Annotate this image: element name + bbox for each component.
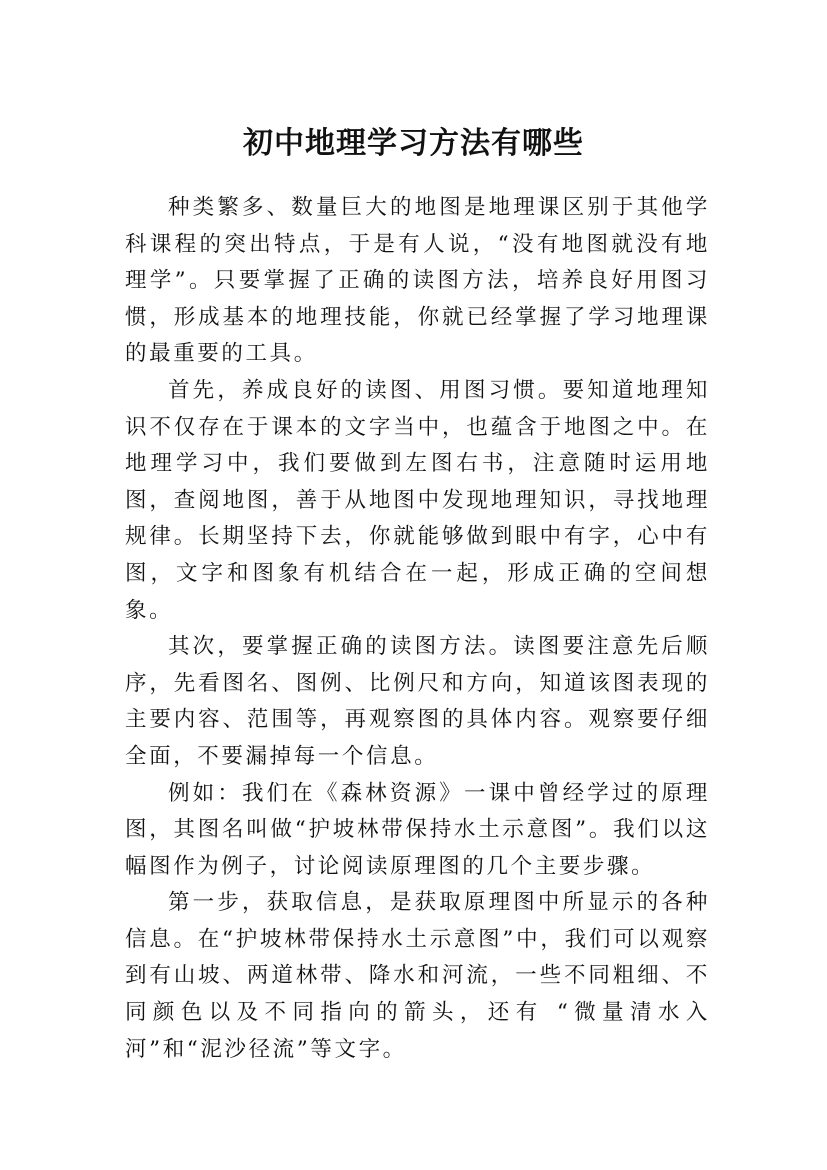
paragraph-3: 其次，要掌握正确的读图方法。读图要注意先后顺序，先看图名、图例、比例尺和方向，知道该图表现的主要内容、范围等，再观察图的具体内容。观察要仔细全面，不要漏掉每一个信息。 [125,634,710,769]
document-title: 初中地理学习方法有哪些 [243,126,584,162]
paragraph-2: 首先，养成良好的读图、用图习惯。要知道地理知识不仅存在于课本的文字当中，也蕴含于地图之中。在地理学习中，我们要做到左图右书，注意随时运用地图，查阅地图，善于从地图中发现地理知识，寻找地理规律。长期坚持下去，你就能够做到眼中有字，心中有图，文字和图象有机结合在一起，形成正确的空间想象。 [125,377,710,623]
document-body [125,190,710,1068]
paragraph-1: 种类繁多、数量巨大的地图是地理课区别于其他学科课程的突出特点，于是有人说，“没有地图就没有地理学”。只要掌握了正确的读图方法，培养良好用图习惯，形成基本的地理技能，你就已经掌握了学习地理课的最重要的工具。 [125,195,710,367]
paragraph-5: 第一步，获取信息，是获取原理图中所显示的各种信息。在“护坡林带保持水土示意图”中，我们可以观察到有山坡、两道林带、降水和河流，一些不同粗细、不同颜色以及不同指向的箭头，还有 “微量清水入河”和“泥沙径流”等文字。 [125,890,710,1062]
paragraph-4: 例如：我们在《森林资源》一课中曾经学过的原理图，其图名叫做“护坡林带保持水土示意图”。我们以这幅图作为例子，讨论阅读原理图的几个主要步骤。 [125,780,710,879]
